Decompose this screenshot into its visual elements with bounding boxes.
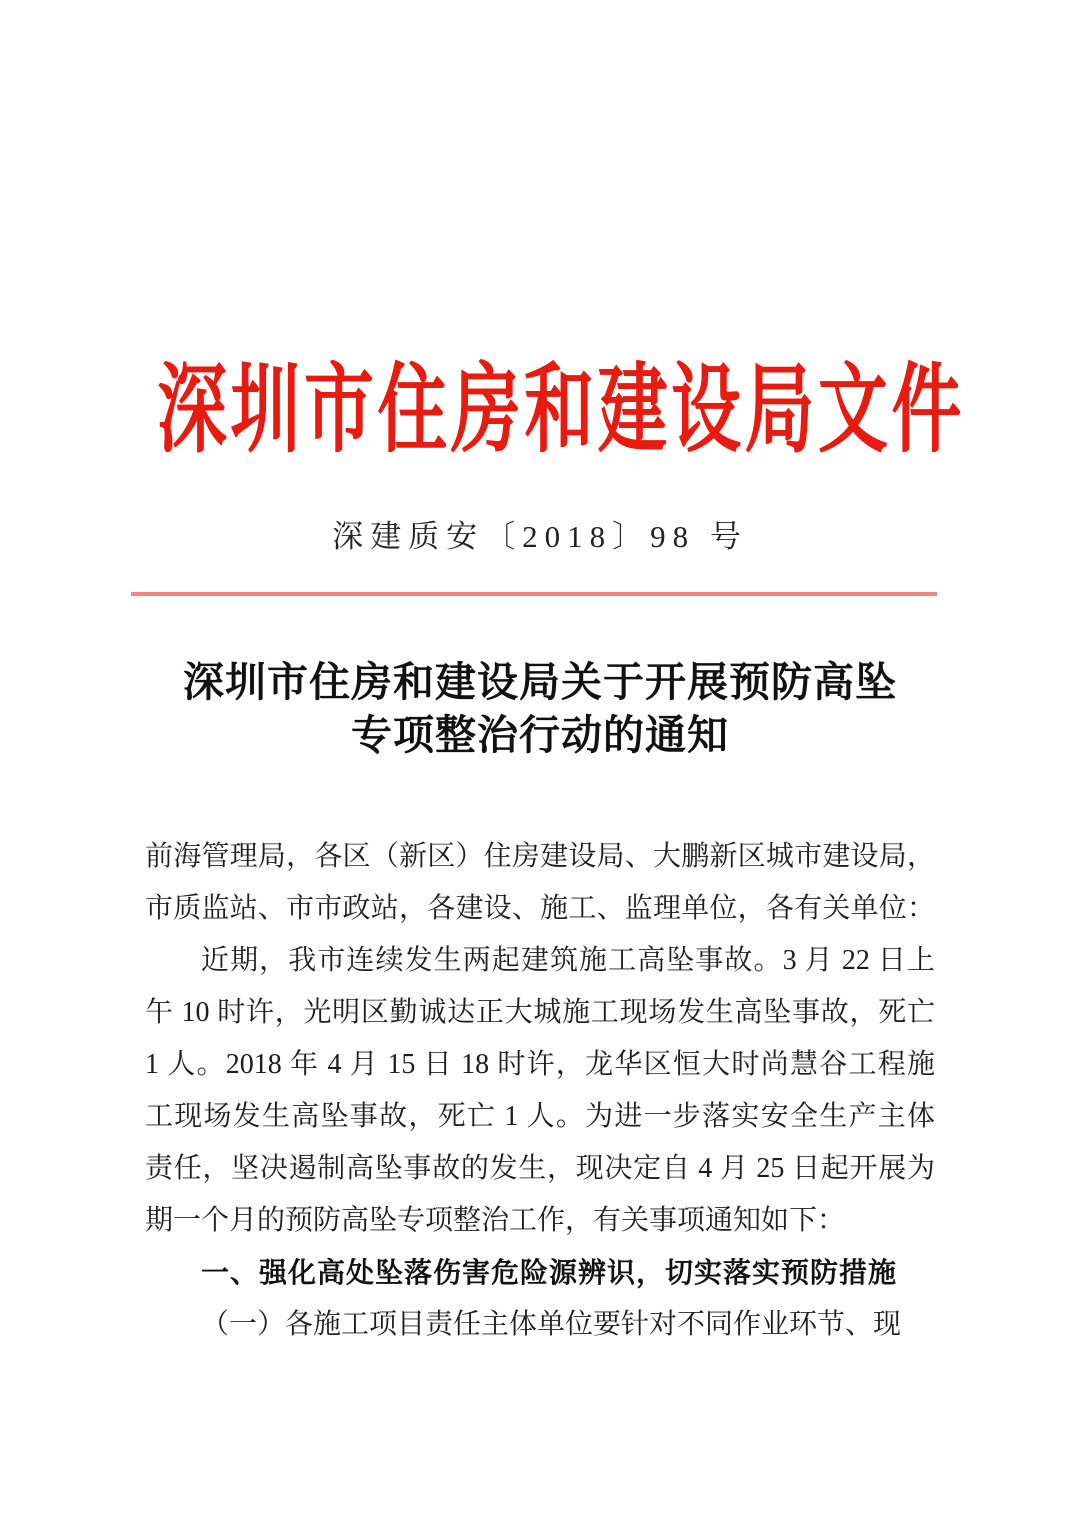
body-line-addressees-2: 市质监站、市市政站，各建设、施工、监理单位，各有关单位： [145, 893, 935, 924]
red-divider [131, 592, 937, 596]
document-title-line1: 深圳市住房和建设局关于开展预防高坠 [183, 659, 897, 705]
body-line-addressees-1: 前海管理局，各区（新区）住房建设局、大鹏新区城市建设局， [145, 841, 935, 872]
body-line-5: 1 人。2018 年 4 月 15 日 18 时许，龙华区恒大时尚慧谷工程施 [145, 1049, 935, 1080]
body-line-4: 午 10 时许，光明区勤诚达正大城施工现场发生高坠事故，死亡 [145, 997, 935, 1028]
document-number: 深建质安〔2018〕98 号 [332, 519, 748, 554]
body-line-10: （一）各施工项目责任主体单位要针对不同作业环节、现 [201, 1309, 902, 1340]
document-title-line2: 专项整治行动的通知 [351, 712, 729, 758]
body-line-3: 近期，我市连续发生两起建筑施工高坠事故。3 月 22 日上 [201, 945, 935, 976]
bureau-banner [0, 356, 1080, 494]
document-title [0, 656, 1080, 762]
document-body [145, 831, 935, 1351]
body-line-8: 期一个月的预防高坠专项整治工作，有关事项通知如下： [145, 1205, 846, 1236]
body-line-7: 责任，坚决遏制高坠事故的发生，现决定自 4 月 25 日起开展为 [145, 1153, 935, 1184]
body-line-6: 工现场发生高坠事故，死亡 1 人。为进一步落实安全生产主体 [145, 1101, 935, 1132]
bureau-banner-title: 深圳市住房和建设局文件 [157, 357, 965, 464]
body-heading-section-1: 一、强化高处坠落伤害危险源辨识，切实落实预防措施 [201, 1257, 898, 1288]
